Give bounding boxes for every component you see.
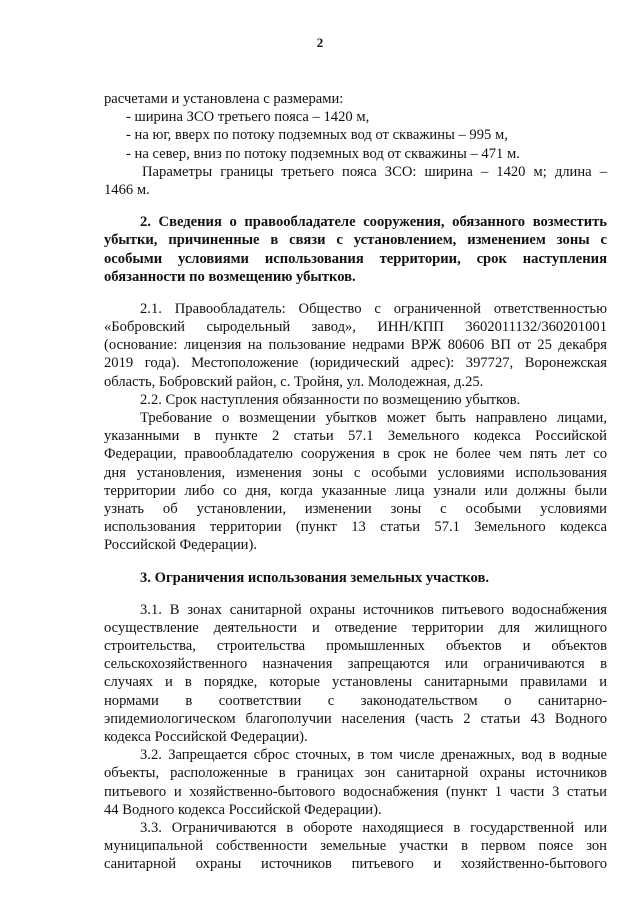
document-body (104, 90, 607, 874)
paragraph-line: нормами в соответствии с законодательством о санитарно- (104, 692, 607, 709)
intro-line: расчетами и установлена с размерами: (104, 91, 344, 107)
paragraph-line: Требование о возмещении убытков может быть направлено лицами, (140, 410, 607, 426)
paragraph-line: 2.2. Срок наступления обязанности по возмещению убытков. (140, 391, 521, 408)
page-number: 2 (316, 35, 324, 50)
bullet-width: - ширина ЗСО третьего пояса – 1420 м, (126, 109, 370, 126)
paragraph-line: сельскохозяйственного назначения запрещаются или ограничиваются в (104, 656, 607, 673)
paragraph-line: муниципальной собственности земельные участки в первом поясе зон (104, 838, 607, 855)
params-line: Параметры границы третьего пояса ЗСО: ширина – 1420 м; длина – (142, 163, 607, 180)
paragraph-line: кодекса Российской Федерации). (104, 729, 308, 745)
paragraph-line: эпидемиологическом благополучии населения (часть 2 статьи 43 Водного (104, 710, 607, 727)
paragraph-line: указанными в пункте 2 статьи 57.1 Земельного кодекса Российской (104, 428, 607, 445)
params-line-end: 1466 м. (104, 181, 150, 198)
paragraph-line: область, Бобровский район, с. Тройня, ул. Молодежная, д.25. (104, 373, 484, 390)
paragraph-line: использования территории (пункт 13 статьи 57.1 Земельного кодекса (104, 519, 607, 536)
paragraph-line: 3.1. В зонах санитарной охраны источников питьевого водоснабжения (140, 601, 607, 618)
paragraph-line: 2019 года). Местоположение (юридический адрес): 397727, Воронежская (104, 355, 607, 372)
heading-line: 2. Сведения о правообладателе сооружения, обязанного возместить (140, 214, 607, 231)
paragraph-line: Российской Федерации). (104, 537, 257, 554)
heading-line: особыми условиями использования территории, срок наступления (104, 250, 607, 267)
paragraph-line: (основание: лицензия на пользование недрами ВРЖ 80606 ВП от 25 декабря (104, 337, 607, 354)
paragraph-line: территории либо со дня, когда указанные лица узнали или должны были (104, 482, 607, 499)
spacer (104, 199, 607, 213)
paragraph-line: объекты, расположенные в границах зон санитарной охраны источников (104, 765, 607, 782)
paragraph-line: осуществление деятельности и отведение территории для жилищного (104, 619, 607, 636)
paragraph-line: 3.3. Ограничиваются в обороте находящиеся в государственной или (140, 819, 607, 836)
spacer (104, 555, 607, 569)
paragraph-line: «Бобровский сыродельный завод», ИНН/КПП 3602011132/360201001 (104, 319, 607, 336)
bullet-north: - на север, вниз по потоку подземных вод от скважины – 471 м. (126, 145, 520, 162)
paragraph-line: 44 Водного кодекса Российской Федерации). (104, 801, 382, 818)
spacer (104, 587, 607, 601)
paragraph-line: строительства, строительства промышленных объектов и объектов (104, 638, 607, 655)
paragraph-line: 3.2. Запрещается сброс сточных, в том числе дренажных, вод в водные (140, 747, 607, 764)
bullet-south: - на юг, вверх по потоку подземных вод от скважины – 995 м, (126, 127, 508, 144)
paragraph-line: случаях и в порядке, которые установлены санитарными правилами и (104, 674, 607, 691)
paragraph-line: питьевого и хозяйственно-бытового водоснабжения (пункт 1 части 3 статьи (104, 783, 607, 800)
section-3-heading: 3. Ограничения использования земельных участков. (140, 569, 489, 586)
spacer (104, 286, 607, 300)
heading-line: обязанности по возмещению убытков. (104, 268, 356, 285)
paragraph-line: узнать об установлении, изменении зоны с особыми условиями (104, 500, 607, 517)
paragraph-line: санитарной охраны источников питьевого и хозяйственно-бытового (104, 856, 607, 873)
paragraph-line: дня установления, изменения зоны с особыми условиями использования (104, 464, 607, 481)
paragraph-line: Федерации, правообладателю сооружения в срок не более чем пять лет со (104, 446, 607, 463)
paragraph-line: 2.1. Правообладатель: Общество с ограниченной ответственностью (140, 300, 607, 317)
heading-line: убытки, причиненные в связи с установлением, изменением зоны с (104, 232, 607, 249)
section-2-heading (104, 213, 607, 286)
